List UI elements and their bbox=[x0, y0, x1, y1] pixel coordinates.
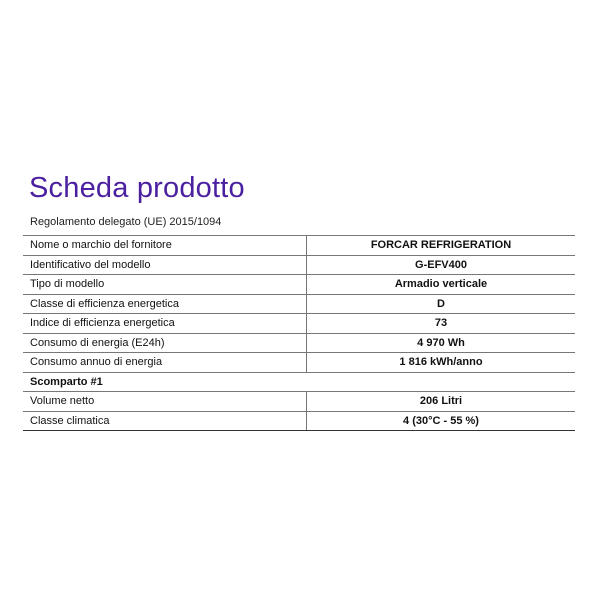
row-value: 1 816 kWh/anno bbox=[307, 353, 576, 373]
table-row bbox=[23, 314, 575, 334]
row-value: G-EFV400 bbox=[307, 255, 576, 275]
table-row bbox=[23, 411, 575, 431]
row-label: Indice di efficienza energetica bbox=[23, 314, 307, 334]
row-value: FORCAR REFRIGERATION bbox=[307, 236, 576, 256]
regulation-subtitle: Regolamento delegato (UE) 2015/1094 bbox=[30, 216, 222, 228]
row-label: Classe climatica bbox=[23, 411, 307, 431]
page-title: Scheda prodotto bbox=[29, 172, 245, 204]
table-row bbox=[23, 392, 575, 412]
table-row bbox=[23, 353, 575, 373]
row-value: 4 (30°C - 55 %) bbox=[307, 411, 576, 431]
row-value: Armadio verticale bbox=[307, 275, 576, 295]
table-row bbox=[23, 333, 575, 353]
row-label: Identificativo del modello bbox=[23, 255, 307, 275]
section-header-row bbox=[23, 372, 575, 392]
row-label: Tipo di modello bbox=[23, 275, 307, 295]
table-row bbox=[23, 255, 575, 275]
row-value: 4 970 Wh bbox=[307, 333, 576, 353]
row-value: 73 bbox=[307, 314, 576, 334]
row-label: Volume netto bbox=[23, 392, 307, 412]
row-label: Classe di efficienza energetica bbox=[23, 294, 307, 314]
product-spec-table bbox=[23, 235, 575, 431]
table-row bbox=[23, 294, 575, 314]
row-label: Nome o marchio del fornitore bbox=[23, 236, 307, 256]
row-label: Consumo di energia (E24h) bbox=[23, 333, 307, 353]
row-value: 206 Litri bbox=[307, 392, 576, 412]
table-row bbox=[23, 236, 575, 256]
row-value: D bbox=[307, 294, 576, 314]
section-label: Scomparto #1 bbox=[23, 372, 575, 392]
row-label: Consumo annuo di energia bbox=[23, 353, 307, 373]
table-row bbox=[23, 275, 575, 295]
